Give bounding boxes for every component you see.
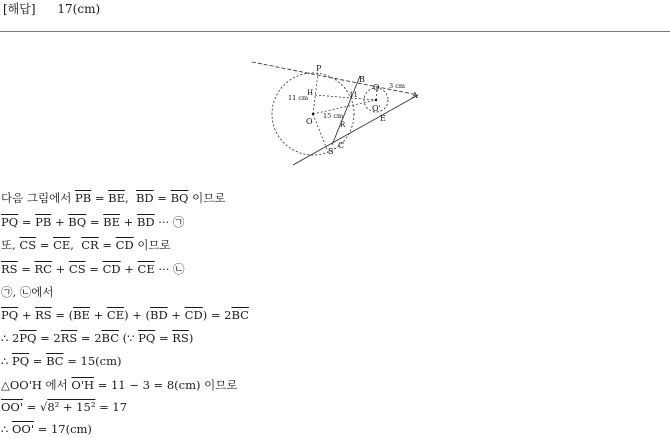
solution-line-6: $\overline{PQ} + \overline{RS} = (\overline{BE} + \overline{CE}) + (\overline{BD} + \overline{CD}) = 2\overline{BC}$ bbox=[1, 308, 249, 322]
label-3cm: 3 cm bbox=[389, 82, 406, 90]
lower-tangent-line bbox=[293, 95, 418, 165]
label-a: A bbox=[412, 91, 418, 100]
answer-value: 17(cm) bbox=[57, 2, 101, 16]
label-o-prime: O' bbox=[372, 104, 381, 113]
label-s: S bbox=[328, 147, 334, 156]
label-p: P bbox=[316, 64, 322, 73]
upper-tangent-line bbox=[252, 62, 418, 95]
label-b: B bbox=[359, 75, 365, 84]
solution-line-3: 또, $\overline{CS} = \overline{CE}$, $\overline{CR} = \overline{CD}$ 이므로 bbox=[1, 238, 171, 252]
label-15cm: 15 cm bbox=[323, 112, 344, 120]
solution-line-11: ∴ OO' = 17(cm) bbox=[1, 422, 92, 436]
solution-line-4: $\overline{RS} = \overline{RC} + \overline{CS} = \overline{CD} + \overline{CE}$ ··· ㉡ bbox=[1, 262, 185, 276]
solution-line-5: ㉠, ㉡에서 bbox=[1, 285, 54, 299]
solution-line-2: $\overline{PQ} = \overline{PB} + \overline{BQ} = \overline{BE} + \overline{BD}$ ··· ㉠ bbox=[1, 215, 185, 229]
solution-line-9: △OO'H 에서 O'H = 11 − 3 = 8(cm) 이므로 bbox=[1, 378, 238, 392]
label-c: C bbox=[338, 141, 345, 150]
solution-line-1: 다음 그림에서 $\overline{PB} = \overline{BE}$, $\overline{BD} = \overline{BQ}$ 이므로 bbox=[1, 191, 226, 205]
label-11cm: 11 cm bbox=[288, 94, 309, 102]
label-q: Q bbox=[373, 83, 380, 92]
solution-line-8: ∴ $\overline{PQ} = \overline{BC} = 15(cm)$ bbox=[1, 354, 122, 368]
label-11: 11 bbox=[349, 91, 358, 99]
solution-line-10: OO' = √8² + 15² = 17 bbox=[1, 400, 128, 414]
internal-tangent-line bbox=[332, 76, 360, 145]
answer-tag: [해답] bbox=[3, 2, 36, 16]
label-o: O bbox=[306, 117, 313, 126]
solution-line-7: ∴ $2\overline{PQ} = 2\overline{RS} = 2\overline{BC}$ (∵ $\overline{PQ} = \overline{RS}$) bbox=[1, 331, 194, 345]
label-h: H bbox=[307, 89, 314, 97]
radius-op bbox=[313, 73, 318, 114]
segment-h bbox=[315, 95, 376, 100]
label-e: E bbox=[380, 114, 386, 123]
label-r: R bbox=[340, 121, 346, 129]
